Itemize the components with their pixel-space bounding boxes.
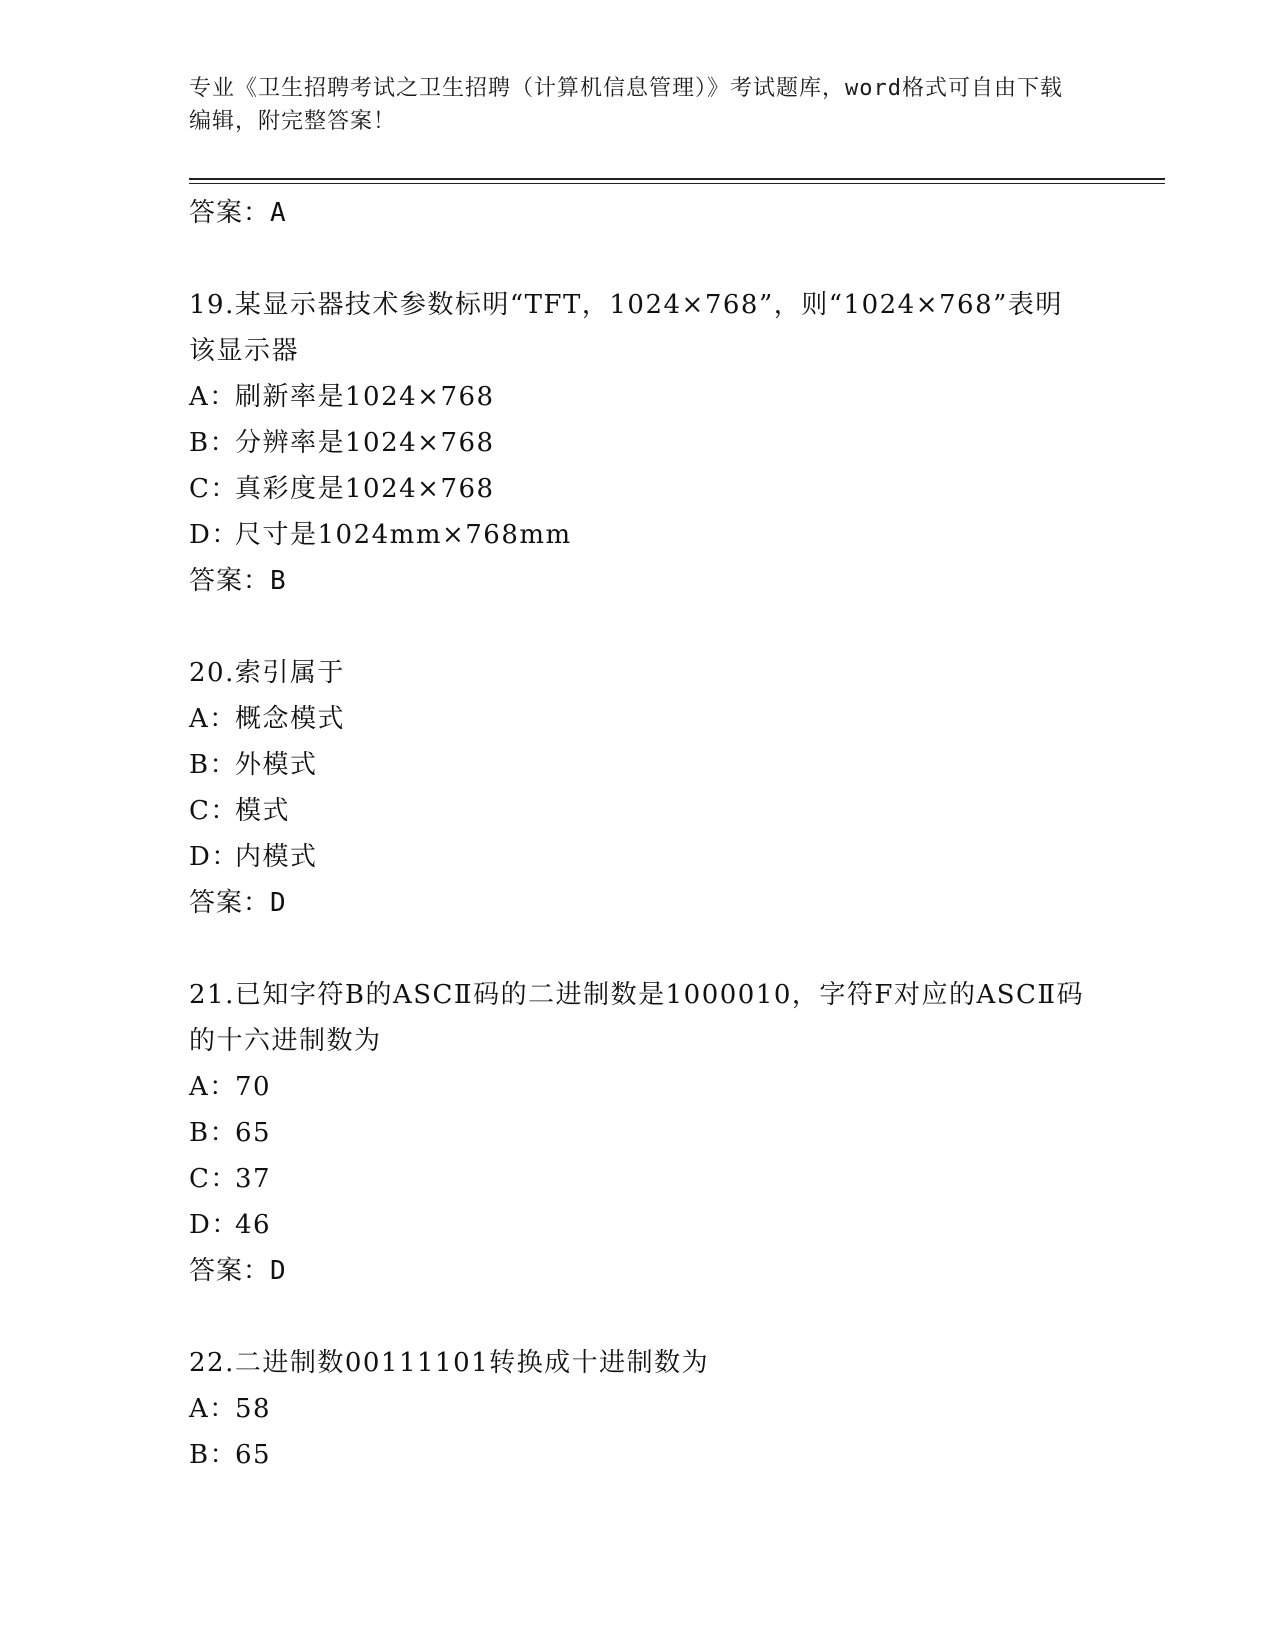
option-d xyxy=(189,1202,1089,1248)
option-d xyxy=(189,834,1089,880)
option-key: C： xyxy=(189,474,238,504)
document-body xyxy=(189,190,1089,1478)
option-text: 46 xyxy=(235,1210,272,1240)
answer-line: 答案：B xyxy=(189,566,287,596)
option-key: D： xyxy=(189,1210,239,1240)
question-text: 19.某显示器技术参数标明“TFT，1024×768”，则“1024×768”表明该显示器 xyxy=(189,290,1063,366)
question-text: 21.已知字符B的ASCⅡ码的二进制数是1000010，字符F对应的ASCⅡ码的十六进制数为 xyxy=(189,980,1085,1056)
question-22 xyxy=(189,1340,1089,1478)
option-a xyxy=(189,1064,1089,1110)
option-key: D： xyxy=(189,520,239,550)
option-key: C： xyxy=(189,1164,238,1194)
option-b xyxy=(189,1432,1089,1478)
question-21 xyxy=(189,972,1089,1294)
option-a xyxy=(189,374,1089,420)
option-text: 概念模式 xyxy=(235,704,346,734)
question-text: 22.二进制数00111101转换成十进制数为 xyxy=(189,1348,710,1378)
option-c xyxy=(189,466,1089,512)
option-key: B： xyxy=(189,1440,238,1470)
option-c xyxy=(189,1156,1089,1202)
answer-line: 答案：D xyxy=(189,888,287,918)
option-key: A： xyxy=(189,382,237,412)
header-divider-thick xyxy=(189,178,1165,180)
option-text: 真彩度是1024×768 xyxy=(235,474,495,504)
answer-line: 答案：D xyxy=(189,1256,287,1286)
option-text: 内模式 xyxy=(235,842,318,872)
option-key: B： xyxy=(189,750,238,780)
option-text: 分辨率是1024×768 xyxy=(235,428,495,458)
option-a xyxy=(189,696,1089,742)
question-text: 20.索引属于 xyxy=(189,658,345,688)
option-key: A： xyxy=(189,1394,237,1424)
option-key: D： xyxy=(189,842,239,872)
option-text: 70 xyxy=(235,1072,272,1102)
option-a xyxy=(189,1386,1089,1432)
option-b xyxy=(189,420,1089,466)
option-b xyxy=(189,742,1089,788)
option-d xyxy=(189,512,1089,558)
option-text: 外模式 xyxy=(235,750,318,780)
option-text: 65 xyxy=(235,1118,272,1148)
question-19 xyxy=(189,282,1089,604)
option-text: 65 xyxy=(235,1440,272,1470)
option-text: 刷新率是1024×768 xyxy=(235,382,495,412)
option-text: 尺寸是1024mm×768mm xyxy=(235,520,572,550)
header-divider-thin xyxy=(189,183,1165,184)
option-text: 模式 xyxy=(235,796,291,826)
option-key: C： xyxy=(189,796,238,826)
option-text: 37 xyxy=(235,1164,272,1194)
option-key: A： xyxy=(189,1072,237,1102)
option-text: 58 xyxy=(235,1394,272,1424)
question-20 xyxy=(189,650,1089,926)
option-key: B： xyxy=(189,1118,238,1148)
option-key: B： xyxy=(189,428,238,458)
answer-line: 答案：A xyxy=(189,198,287,228)
option-c xyxy=(189,788,1089,834)
document-header: 专业《卫生招聘考试之卫生招聘（计算机信息管理）》考试题库，word格式可自由下载编辑，附完整答案！ xyxy=(189,76,1063,134)
option-key: A： xyxy=(189,704,237,734)
option-b xyxy=(189,1110,1089,1156)
